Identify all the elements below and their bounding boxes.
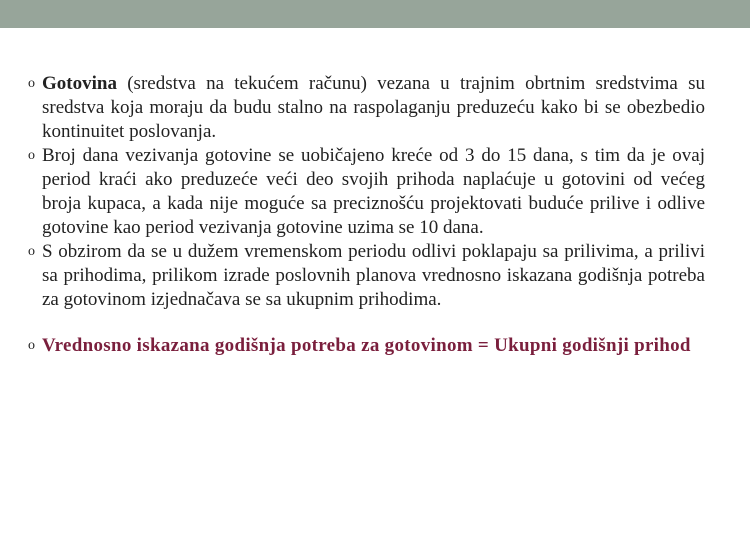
bullet-body: Broj dana vezivanja gotovine se uobičajeno kreće od 3 do 15 dana, s tim da je ovaj period kraći ako preduzeće veći deo svojih prihoda naplaćuje u gotovini od većeg broja kupaca, a kada nije moguće sa preciznošću projektovati buduće prilive i odlive gotovine kao period vezivanja gotovine uzima se 10 dana.: [42, 145, 705, 238]
bullet-text: [42, 73, 705, 142]
bullet-item-s-obzirom: [28, 240, 705, 312]
bullet-body: S obzirom da se u dužem vremenskom periodu odlivi poklapaju sa prilivima, a prilivi sa prihodima, prilikom izrade poslovnih planova vrednosno iskazana godišnja potreba za gotovinom izjednačava se sa ukupnim prihodima.: [42, 241, 705, 310]
bullet-item-broj-dana: [28, 144, 705, 240]
bullet-marker-icon: o: [28, 244, 35, 259]
bullet-marker-icon: o: [28, 148, 35, 163]
formula-item: [28, 334, 705, 358]
top-bar: [0, 0, 750, 28]
bullet-marker-icon: o: [28, 76, 35, 91]
slide-content: [28, 72, 705, 358]
bullet-item-gotovina: [28, 72, 705, 144]
bullet-body: (sredstva na tekućem računu) vezana u trajnim obrtnim sredstvima su sredstva koja moraju da budu stalno na raspolaganju preduzeću kako bi se obezbedio kontinuitet poslovanja.: [42, 73, 705, 142]
bullet-marker-icon: o: [28, 338, 35, 353]
formula-text: Vrednosno iskazana godišnja potreba za gotovinom = Ukupni godišnji prihod: [42, 335, 691, 356]
bullet-bold-term: Gotovina: [42, 73, 117, 94]
